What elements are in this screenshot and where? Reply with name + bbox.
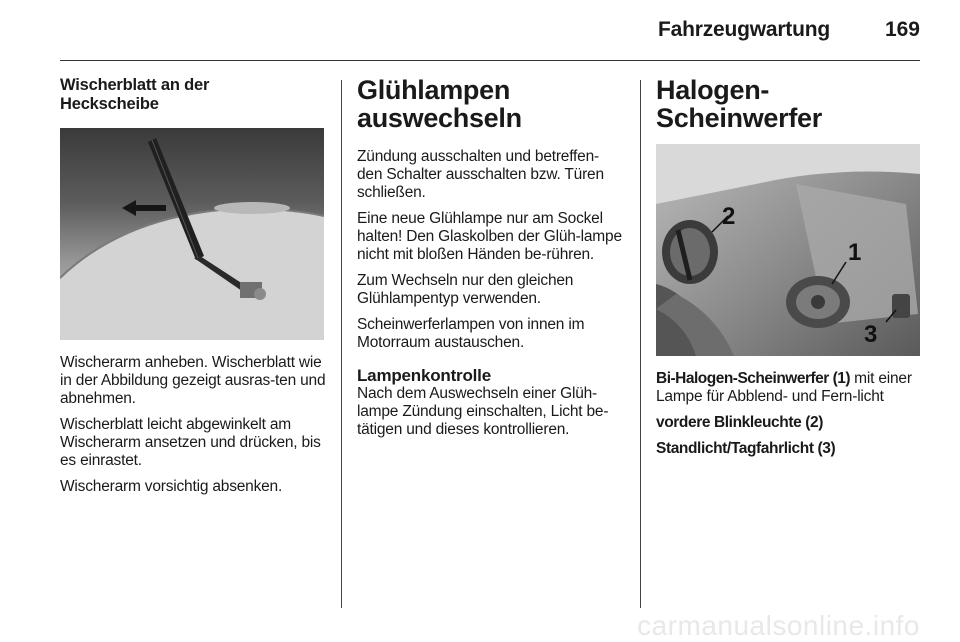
halogen-section-heading: Halogen-Scheinwerfer xyxy=(656,75,822,133)
wiper-para-1: Wischerarm anheben. Wischerblatt wie in der Abbildung gezeigt ausras-ten und abnehmen. xyxy=(60,354,326,407)
page-header-title: Fahrzeugwartung xyxy=(657,18,830,41)
headlight-item-1-text: mit einer Lampe für Abblend- und Fern-licht xyxy=(656,370,912,405)
bulb-section-heading xyxy=(357,76,624,132)
callout-1: 1 xyxy=(848,239,862,266)
lamp-check-heading: Lampenkontrolle xyxy=(357,366,491,385)
bulb-para-4: Scheinwerferlampen von innen im Motorraum austauschen. xyxy=(357,316,585,351)
wiper-heading-line1: Wischerblatt an der xyxy=(60,76,210,94)
lamp-check-para: Nach dem Auswechseln einer Glüh-lampe Zündung einschalten, Licht be-tätigen und dieses kontrollieren. xyxy=(357,385,609,438)
page-number: 169 xyxy=(884,18,920,41)
wiper-section-heading xyxy=(60,76,326,114)
headlight-illustration xyxy=(656,144,920,356)
headlight-item-3: Standlicht/Tagfahrlicht (3) xyxy=(656,440,836,457)
callout-3: 3 xyxy=(864,321,878,348)
watermark: carmanualsonline.info xyxy=(637,610,920,641)
bulb-heading-line2: auswechseln xyxy=(357,103,522,133)
header-rule xyxy=(60,60,920,61)
wiper-heading-line2: Heckscheibe xyxy=(60,95,159,113)
rear-wiper-illustration xyxy=(60,128,324,340)
column-bulb-replacement xyxy=(357,76,624,447)
wiper-para-2: Wischerblatt leicht abgewinkelt am Wischerarm ansetzen und drücken, bis es einrastet. xyxy=(60,416,321,469)
column-divider-2 xyxy=(640,80,641,608)
column-divider-1 xyxy=(341,80,342,608)
headlight-item-1 xyxy=(656,370,920,406)
wiper-para-3: Wischerarm vorsichtig absenken. xyxy=(60,478,283,495)
bulb-heading-line1: Glühlampen xyxy=(357,75,511,105)
headlight-item-1-label: Bi-Halogen-Scheinwerfer (1) xyxy=(656,370,851,387)
column-halogen-headlight xyxy=(656,76,920,466)
bulb-para-1: Zündung ausschalten und betreffen-den Schalter ausschalten bzw. Türen schließen. xyxy=(357,148,604,201)
bulb-para-2: Eine neue Glühlampe nur am Sockel halten! Den Glaskolben der Glüh-lampe nicht mit bloßen Händen be-rühren. xyxy=(357,210,622,263)
callout-2: 2 xyxy=(722,203,736,230)
bulb-para-3: Zum Wechseln nur den gleichen Glühlampentyp verwenden. xyxy=(357,272,574,307)
column-wiper-blade xyxy=(60,76,326,504)
headlight-item-2: vordere Blinkleuchte (2) xyxy=(656,414,823,431)
